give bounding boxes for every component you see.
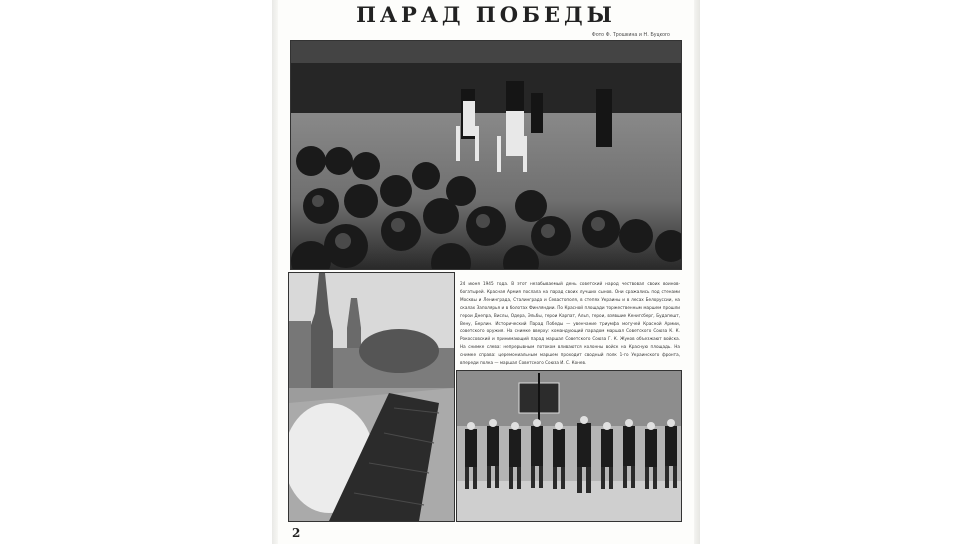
page-number: 2 [292,526,301,540]
magazine-page [278,0,694,544]
page-title: ПАРАД ПОБЕДЫ [356,2,616,27]
photo-regiment-march [456,370,682,522]
photo-credit: Фото Ф. Трошкина и Н. Буцкого [591,32,670,38]
scan-edge-right [694,0,700,544]
photo-parade-review [290,40,682,270]
article-text: 24 июня 1945 года. В этот незабываемый день советский народ чествовал своих воинов-богатырей. Красная Армия послала на парад своих лучших сынов. Они сражались под стенами Москвы и Ленинграда, Сталинграда и Севастополя, в степях Украины и в лесах Белоруссии, на скалах Заполярья и в болотах Финляндии. По Красной площади торжественным маршем прошли герои Днепра, Вислы, Одера, Эльбы, герои Карпат, Альп, герои, взявшие Кенигсберг, Будапешт, Вену, Берлин. Исторический Парад Победы — увенчание триумфа могучей Красной Армии, советского оружия. На снимке вверху: командующий парадом маршал Советского Союза К. К. Рокоссовский и принимающий парад маршал Советского Союза Г. К. Жуков объезжают войска. На снимке слева: непрерывным потоком вливаются колонны войск на Красную площадь. На снимке справа: церемониальным маршем проходит сводный полк 1-го Украинского фронта, впереди полка — маршал Советского Союза И. С. Конев. [460,281,680,366]
photo-red-square-columns [288,272,455,522]
